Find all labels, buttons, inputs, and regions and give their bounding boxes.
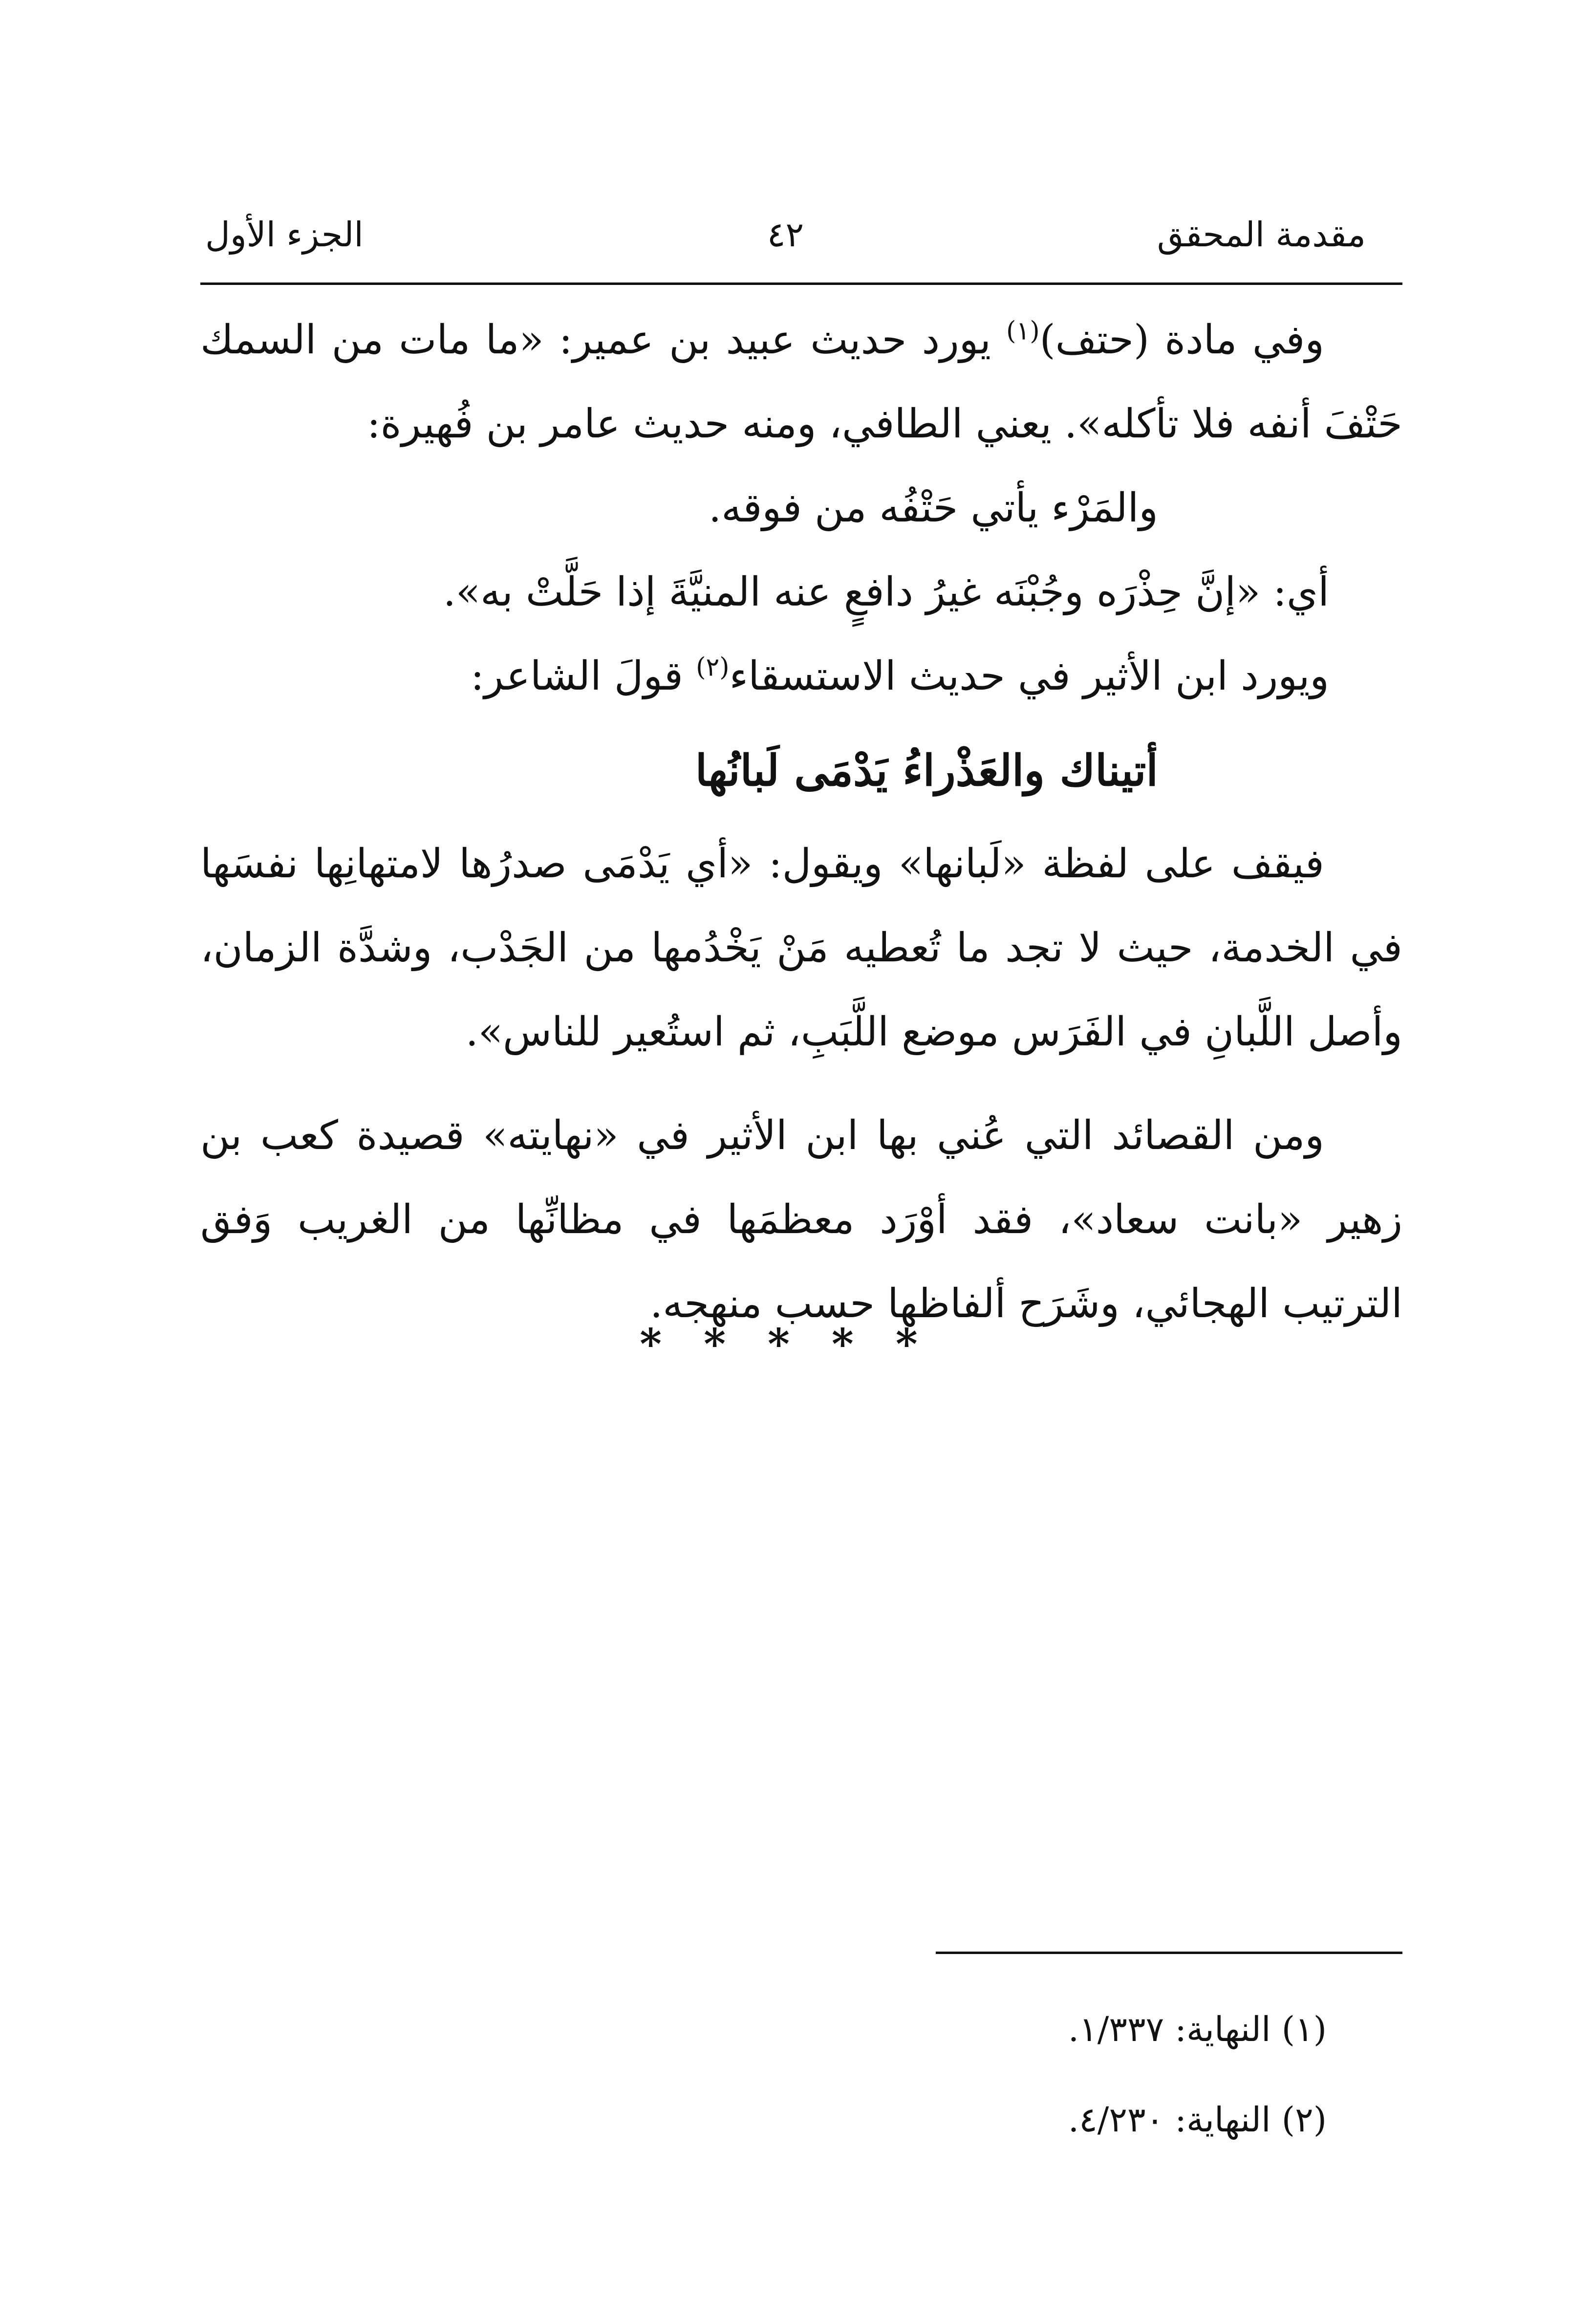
footnote-ref-2: (٢) [696, 652, 730, 682]
footnote-2: (٢) النهاية: ٤/٢٣٠. [1068, 2100, 1327, 2140]
paragraph-1 [200, 298, 1402, 466]
paragraph-1-text-b: يورد حديث عبيد بن عمير: «ما مات من السمك حَتْفَ أنفه فلا تأكله». يعني الطافي، ومنه حديث عامر بن فُهيرة: [200, 317, 1402, 447]
footnote-1: (١) النهاية: ١/٣٣٧. [1068, 2009, 1327, 2049]
paragraph-4: فيقف على لفظة «لَبانها» ويقول: «أي يَدْمَى صدرُها لامتهانِها نفسَها في الخدمة، حيث لا تجد ما تُعطيه مَنْ يَخْدُمها من الجَدْب، وشدَّة الزمان، وأصل اللَّبانِ في الفَرَس موضع اللَّبَبِ، ثم استُعير للناس». [200, 841, 1402, 1055]
verse-line-1: والمَرْء يأتي حَتْفُه من فوقه. [709, 485, 1158, 531]
paragraph-3-text-b: قولَ الشاعر: [471, 653, 696, 699]
section-separator: * * * * * [640, 1320, 931, 1369]
header-volume-title: الجزء الأول [205, 215, 364, 255]
footnote-divider [936, 1952, 1402, 1954]
header-section-title: مقدمة المحقق [1157, 215, 1366, 255]
paragraph-3-text-a: ويورد ابن الأثير في حديث الاستسقاء [729, 653, 1329, 699]
page-number: ٤٢ [767, 215, 804, 255]
paragraph-1-text-a: وفي مادة (حتف) [1039, 317, 1324, 363]
paragraph-5: ومن القصائد التي عُني بها ابن الأثير في «نهايته» قصيدة كعب بن زهير «بانت سعاد»، فقد أوْرَد معظمَها في مظانِّها من الغريب وَفق الترتيب الهجائي، وشَرَح ألفاظها حسب منهجه. [200, 1112, 1403, 1327]
header-divider [200, 282, 1402, 285]
body-text [200, 298, 1402, 1346]
verse-line-2: أتيناك والعَذْراءُ يَدْمَى لَبانُها [695, 745, 1158, 796]
footnotes [1068, 1984, 1327, 2165]
footnote-ref-1: (١) [1006, 316, 1040, 346]
paragraph-3 [200, 634, 1402, 718]
paragraph-2: أي: «إنَّ حِذْرَه وجُبْنَه غيرُ دافعٍ عنه المنيَّةَ إذا حَلَّتْ به». [443, 569, 1329, 615]
